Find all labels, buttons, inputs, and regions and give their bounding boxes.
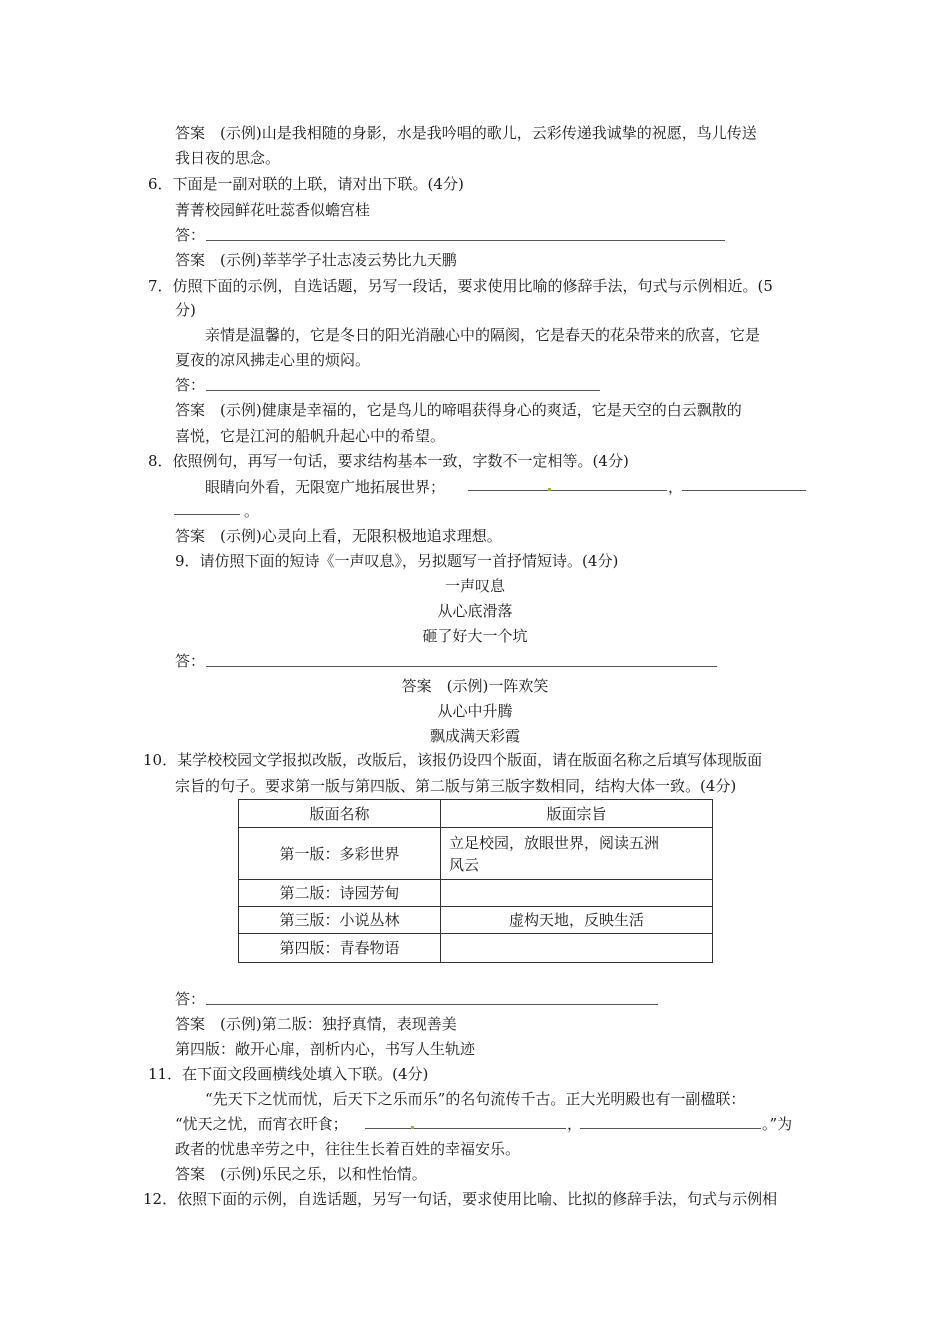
- q7-answer-line1: 答案 (示例)健康是幸福的，它是鸟儿的啼唱获得身心的爽适，它是天空的白云飘散的: [175, 401, 742, 419]
- q10-answer-label: 答：: [175, 990, 206, 1008]
- table-cell-aim[interactable]: [441, 934, 713, 963]
- table-row: [239, 934, 713, 963]
- q9-answer-poem-line1: 答案 (示例)一阵欢笑: [401, 677, 549, 695]
- marker-dot: [411, 1126, 414, 1129]
- table-row: [239, 907, 713, 934]
- table-cell-aim[interactable]: [441, 880, 713, 907]
- q7-example-line1: 亲情是温馨的，它是冬日的阳光消融心中的隔阂，它是春天的花朵带来的欣喜，它是: [205, 326, 761, 344]
- q9-poem-line1: 一声叹息: [444, 577, 505, 595]
- q7-question-line2: 分): [175, 301, 196, 319]
- q8-blank-2[interactable]: [682, 490, 806, 491]
- q11-paragraph-line1: “先天下之忧而忧，后天下之乐而乐”的名句流传千古。正大光明殿也有一副楹联：: [205, 1090, 746, 1108]
- q5-answer-line1: 答案 (示例)山是我相随的身影，水是我吟唱的歌儿，云彩传递我诚挚的祝愿，鸟儿传送: [175, 124, 757, 142]
- q7-question-line1: 7．仿照下面的示例，自选话题，另写一段话，要求使用比喻的修辞手法，句式与示例相近。(5: [148, 277, 773, 295]
- q10-answer-blank[interactable]: [206, 1004, 658, 1005]
- q9-answer-poem-line3: 飘成满天彩霞: [429, 727, 520, 745]
- table-row: [239, 828, 713, 880]
- q11-paragraph-line2-end: 。”为: [762, 1115, 793, 1133]
- q8-question: 8．依照例句，再写一句话，要求结构基本一致，字数不一定相等。(4分): [148, 452, 629, 470]
- q9-answer-blank[interactable]: [206, 666, 717, 667]
- table-row: [239, 880, 713, 907]
- q10-answer-line1: 答案 (示例)第二版：独抒真情，表现善美: [175, 1015, 457, 1033]
- q8-blank-1[interactable]: [468, 490, 667, 491]
- table-header-aim: 版面宗旨: [441, 800, 713, 828]
- table-cell-aim: 虚构天地，反映生活: [441, 907, 713, 934]
- table-cell-name: 第四版：青春物语: [239, 934, 441, 963]
- q8-period: 。: [244, 502, 260, 520]
- q10-question-line1: 10．某学校校园文学报拟改版，改版后，该报仍设四个版面，请在版面名称之后填写体现版面: [143, 751, 763, 769]
- q9-answer-poem-line2: 从心中升腾: [437, 702, 513, 720]
- table-header-name: 版面名称: [239, 800, 441, 828]
- q10-question-line2: 宗旨的句子。要求第一版与第四版、第二版与第三版字数相同，结构大体一致。(4分): [175, 777, 737, 795]
- q5-answer-line2: 我日夜的思念。: [175, 149, 281, 167]
- q9-answer-label: 答：: [175, 652, 206, 670]
- q11-paragraph-line2-start: “忧天之忧，而宵衣旰食；: [175, 1115, 348, 1133]
- marker-dot: [548, 488, 551, 491]
- q6-answer-label: 答：: [175, 226, 206, 244]
- table-cell-name: 第三版：小说丛林: [239, 907, 441, 934]
- layout-table: [238, 799, 713, 963]
- q9-question: 9．请仿照下面的短诗《一声叹息》，另拟题写一首抒情短诗。(4分): [175, 552, 619, 570]
- q11-blank-1[interactable]: [365, 1128, 566, 1129]
- q6-question: 6．下面是一副对联的上联，请对出下联。(4分): [148, 175, 464, 193]
- q11-blank-2[interactable]: [580, 1128, 761, 1129]
- q6-answer: 答案 (示例)莘莘学子壮志凌云势比九天鹏: [175, 251, 457, 269]
- q9-poem-line3: 砸了好大一个坑: [422, 627, 528, 645]
- q7-answer-blank[interactable]: [206, 390, 600, 391]
- q9-poem-line2: 从心底滑落: [437, 602, 513, 620]
- q8-blank-2-continued[interactable]: [174, 514, 240, 515]
- table-cell-name: 第一版：多彩世界: [239, 828, 441, 880]
- table-cell-name: 第二版：诗园芳甸: [239, 880, 441, 907]
- q8-example: 眼睛向外看，无限宽广地拓展世界；: [205, 478, 446, 496]
- q6-upper-couplet: 菁菁校园鲜花吐蕊香似蟾宫桂: [175, 201, 371, 219]
- q7-answer-label: 答：: [175, 376, 206, 394]
- q11-comma: ，: [567, 1115, 583, 1133]
- q11-answer: 答案 (示例)乐民之乐，以和性怡情。: [175, 1165, 427, 1183]
- q7-answer-line2: 喜悦，它是江河的船帆升起心中的希望。: [175, 427, 446, 445]
- table-cell-aim: [441, 828, 713, 880]
- q10-answer-line2: 第四版：敞开心扉，剖析内心，书写人生轨迹: [175, 1040, 476, 1058]
- q6-answer-blank[interactable]: [206, 240, 725, 241]
- table-cell-aim-line1: 立足校园，放眼世界，阅读五洲: [449, 833, 660, 852]
- q11-question: 11．在下面文段画横线处填入下联。(4分): [148, 1065, 429, 1083]
- q11-paragraph-line3: 政者的忧患辛劳之中，往往生长着百姓的幸福安乐。: [175, 1140, 521, 1158]
- q7-example-line2: 夏夜的凉风拂走心里的烦闷。: [175, 351, 371, 369]
- q12-question: 12．依照下面的示例，自选话题，另写一句话，要求使用比喻、比拟的修辞手法，句式与示例相: [143, 1190, 778, 1208]
- table-header-row: [239, 800, 713, 828]
- q8-comma: ，: [668, 478, 684, 496]
- table-cell-aim-line2: 风云: [449, 855, 480, 874]
- q8-answer: 答案 (示例)心灵向上看，无限积极地追求理想。: [175, 527, 502, 545]
